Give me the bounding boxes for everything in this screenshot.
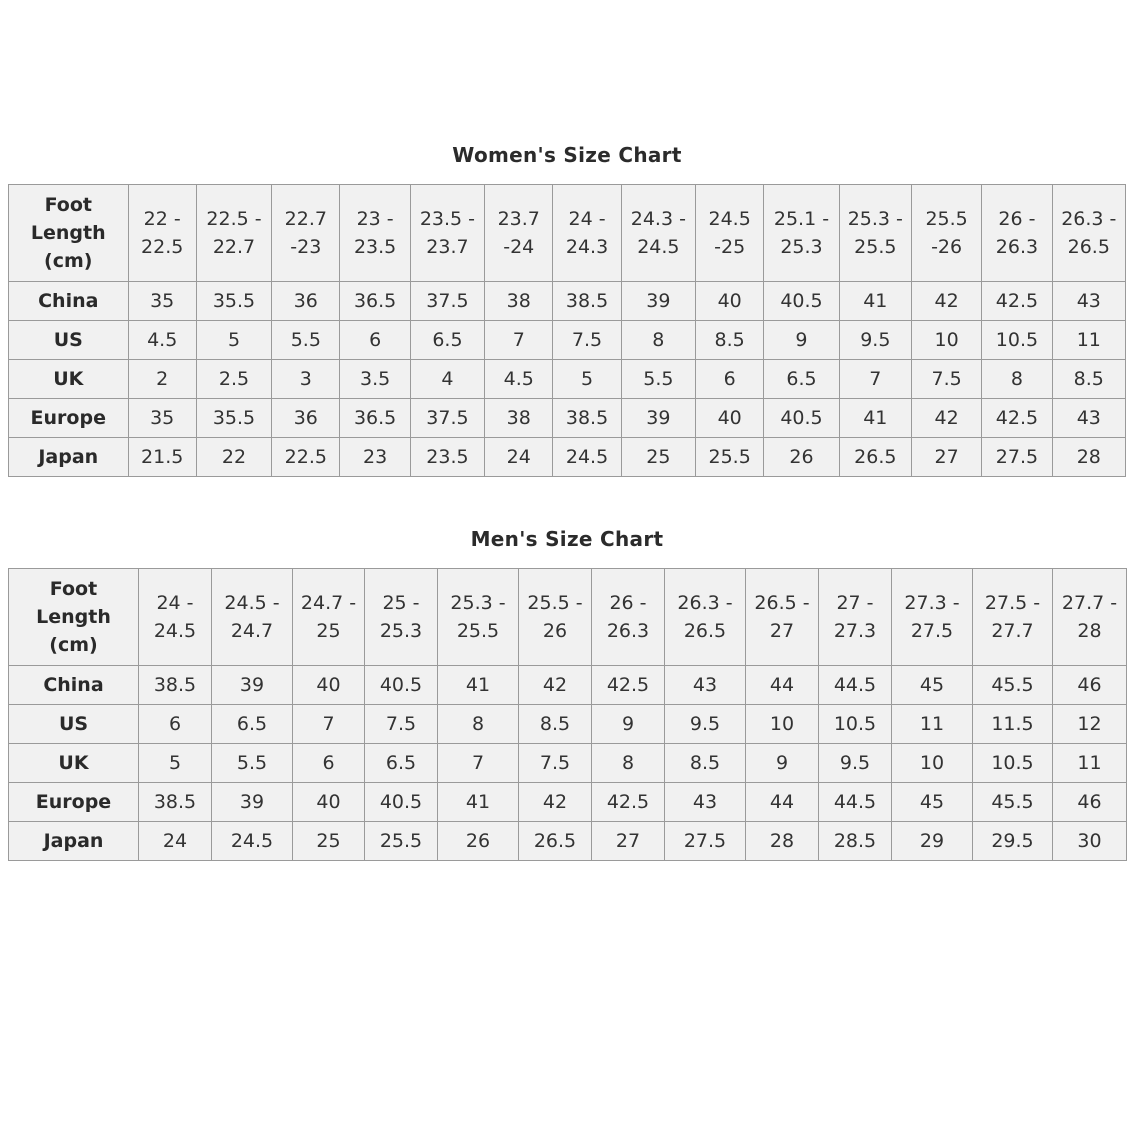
size-cell: 26	[764, 438, 839, 477]
size-cell: 39	[621, 282, 695, 321]
size-cell: 2.5	[196, 360, 271, 399]
size-cell: 39	[212, 783, 293, 822]
size-cell: 40	[293, 666, 365, 705]
foot-length-range-cell: 24 - 24.3	[553, 185, 621, 282]
size-cell: 28	[746, 822, 819, 861]
region-label: Europe	[9, 783, 139, 822]
size-cell: 10	[892, 744, 973, 783]
size-cell: 21.5	[128, 438, 196, 477]
size-cell: 3.5	[340, 360, 410, 399]
table-row-uk	[9, 744, 1127, 783]
size-cell: 4.5	[485, 360, 553, 399]
size-cell: 4.5	[128, 321, 196, 360]
size-cell: 9	[746, 744, 819, 783]
foot-length-range-cell: 25.3 - 25.5	[839, 185, 911, 282]
header-row	[9, 569, 1127, 666]
size-cell: 42	[911, 399, 981, 438]
size-cell: 41	[438, 666, 519, 705]
foot-length-range-cell: 23 - 23.5	[340, 185, 410, 282]
foot-length-range-cell: 24.3 - 24.5	[621, 185, 695, 282]
size-cell: 6.5	[212, 705, 293, 744]
size-cell: 24	[139, 822, 212, 861]
size-cell: 12	[1053, 705, 1127, 744]
foot-length-range-cell: 24.5 -25	[696, 185, 764, 282]
size-cell: 6.5	[365, 744, 438, 783]
region-label: US	[9, 705, 139, 744]
size-cell: 36	[272, 399, 340, 438]
foot-length-range-cell: 26.5 - 27	[746, 569, 819, 666]
foot-length-range-cell: 23.7 -24	[485, 185, 553, 282]
size-cell: 40.5	[764, 282, 839, 321]
table-row-china	[9, 282, 1126, 321]
foot-length-range-cell: 25.1 - 25.3	[764, 185, 839, 282]
size-cell: 40	[293, 783, 365, 822]
foot-length-range-cell: 27.3 - 27.5	[892, 569, 973, 666]
size-cell: 7	[293, 705, 365, 744]
size-cell: 40.5	[365, 666, 438, 705]
size-cell: 41	[839, 399, 911, 438]
size-cell: 37.5	[410, 282, 484, 321]
size-cell: 24.5	[553, 438, 621, 477]
foot-length-range-cell: 24.5 - 24.7	[212, 569, 293, 666]
size-cell: 38.5	[139, 783, 212, 822]
table-row-uk	[9, 360, 1126, 399]
size-cell: 43	[665, 666, 746, 705]
foot-length-range-cell: 26.3 - 26.5	[1052, 185, 1125, 282]
foot-length-range-cell: 27 - 27.3	[819, 569, 892, 666]
size-cell: 5.5	[212, 744, 293, 783]
size-cell: 28.5	[819, 822, 892, 861]
size-cell: 41	[438, 783, 519, 822]
size-cell: 26.5	[839, 438, 911, 477]
foot-length-range-cell: 27.5 - 27.7	[973, 569, 1053, 666]
size-cell: 10	[911, 321, 981, 360]
size-cell: 43	[1052, 282, 1125, 321]
size-cell: 42.5	[592, 783, 665, 822]
size-cell: 39	[212, 666, 293, 705]
size-cell: 7.5	[911, 360, 981, 399]
size-cell: 42	[911, 282, 981, 321]
foot-length-range-cell: 25.5 - 26	[519, 569, 592, 666]
foot-length-range-cell: 26 - 26.3	[592, 569, 665, 666]
size-cell: 6.5	[764, 360, 839, 399]
size-cell: 27.5	[982, 438, 1052, 477]
size-cell: 41	[839, 282, 911, 321]
size-cell: 8	[621, 321, 695, 360]
size-cell: 7.5	[519, 744, 592, 783]
region-label: Japan	[9, 438, 129, 477]
size-cell: 37.5	[410, 399, 484, 438]
foot-length-range-cell: 24 - 24.5	[139, 569, 212, 666]
foot-length-range-cell: 24.7 - 25	[293, 569, 365, 666]
size-cell: 11.5	[973, 705, 1053, 744]
region-label: US	[9, 321, 129, 360]
size-cell: 8.5	[696, 321, 764, 360]
size-cell: 45	[892, 666, 973, 705]
size-cell: 29.5	[973, 822, 1053, 861]
region-label: Japan	[9, 822, 139, 861]
size-cell: 29	[892, 822, 973, 861]
size-cell: 10	[746, 705, 819, 744]
size-cell: 35	[128, 399, 196, 438]
size-cell: 38	[485, 282, 553, 321]
size-cell: 6.5	[410, 321, 484, 360]
size-cell: 42.5	[982, 282, 1052, 321]
size-cell: 36.5	[340, 399, 410, 438]
size-cell: 10.5	[973, 744, 1053, 783]
size-cell: 36	[272, 282, 340, 321]
size-cell: 11	[892, 705, 973, 744]
size-cell: 23	[340, 438, 410, 477]
size-cell: 45.5	[973, 666, 1053, 705]
size-cell: 35.5	[196, 282, 271, 321]
size-cell: 10.5	[982, 321, 1052, 360]
size-cell: 27	[911, 438, 981, 477]
size-cell: 7	[839, 360, 911, 399]
foot-length-range-cell: 25.3 - 25.5	[438, 569, 519, 666]
size-cell: 35.5	[196, 399, 271, 438]
size-cell: 46	[1053, 783, 1127, 822]
size-cell: 6	[293, 744, 365, 783]
size-cell: 38.5	[139, 666, 212, 705]
table-row-europe	[9, 399, 1126, 438]
size-cell: 10.5	[819, 705, 892, 744]
size-cell: 43	[1052, 399, 1125, 438]
size-cell: 9.5	[665, 705, 746, 744]
size-cell: 25.5	[696, 438, 764, 477]
region-label: Europe	[9, 399, 129, 438]
size-cell: 45	[892, 783, 973, 822]
size-cell: 26.5	[519, 822, 592, 861]
size-cell: 26	[438, 822, 519, 861]
foot-length-range-cell: 25 - 25.3	[365, 569, 438, 666]
size-cell: 5	[139, 744, 212, 783]
size-cell: 22.5	[272, 438, 340, 477]
size-cell: 36.5	[340, 282, 410, 321]
foot-length-range-cell: 27.7 - 28	[1053, 569, 1127, 666]
table-row-us	[9, 705, 1127, 744]
size-cell: 38.5	[553, 399, 621, 438]
size-cell: 25.5	[365, 822, 438, 861]
size-cell: 6	[340, 321, 410, 360]
size-cell: 42	[519, 666, 592, 705]
foot-length-range-cell: 22.5 - 22.7	[196, 185, 271, 282]
foot-length-range-cell: 25.5 -26	[911, 185, 981, 282]
region-label: China	[9, 282, 129, 321]
size-cell: 8	[592, 744, 665, 783]
size-cell: 38.5	[553, 282, 621, 321]
womens-chart-title: Women's Size Chart	[452, 143, 682, 167]
size-cell: 43	[665, 783, 746, 822]
size-cell: 39	[621, 399, 695, 438]
foot-length-range-cell: 26 - 26.3	[982, 185, 1052, 282]
foot-length-header: Foot Length (cm)	[9, 185, 129, 282]
size-cell: 8	[438, 705, 519, 744]
size-cell: 25	[293, 822, 365, 861]
size-cell: 4	[410, 360, 484, 399]
size-cell: 38	[485, 399, 553, 438]
size-cell: 9	[764, 321, 839, 360]
region-label: China	[9, 666, 139, 705]
size-cell: 42	[519, 783, 592, 822]
size-cell: 7	[438, 744, 519, 783]
size-cell: 46	[1053, 666, 1127, 705]
size-cell: 45.5	[973, 783, 1053, 822]
size-cell: 27	[592, 822, 665, 861]
foot-length-range-cell: 26.3 - 26.5	[665, 569, 746, 666]
foot-length-range-cell: 22.7 -23	[272, 185, 340, 282]
womens-size-table	[8, 184, 1126, 477]
foot-length-header: Foot Length (cm)	[9, 569, 139, 666]
size-cell: 44.5	[819, 783, 892, 822]
size-cell: 42.5	[592, 666, 665, 705]
size-cell: 35	[128, 282, 196, 321]
size-cell: 5.5	[621, 360, 695, 399]
size-cell: 30	[1053, 822, 1127, 861]
size-cell: 28	[1052, 438, 1125, 477]
mens-size-table	[8, 568, 1127, 861]
size-cell: 6	[696, 360, 764, 399]
size-cell: 40	[696, 399, 764, 438]
size-cell: 25	[621, 438, 695, 477]
size-cell: 9.5	[839, 321, 911, 360]
foot-length-range-cell: 22 - 22.5	[128, 185, 196, 282]
table-row-us	[9, 321, 1126, 360]
region-label: UK	[9, 360, 129, 399]
region-label: UK	[9, 744, 139, 783]
size-cell: 40.5	[764, 399, 839, 438]
size-cell: 6	[139, 705, 212, 744]
size-cell: 11	[1052, 321, 1125, 360]
size-cell: 27.5	[665, 822, 746, 861]
size-cell: 8.5	[665, 744, 746, 783]
size-cell: 11	[1053, 744, 1127, 783]
foot-length-range-cell: 23.5 - 23.7	[410, 185, 484, 282]
size-cell: 8.5	[519, 705, 592, 744]
size-cell: 5	[196, 321, 271, 360]
size-cell: 2	[128, 360, 196, 399]
size-cell: 42.5	[982, 399, 1052, 438]
size-cell: 23.5	[410, 438, 484, 477]
size-cell: 8.5	[1052, 360, 1125, 399]
size-cell: 7.5	[553, 321, 621, 360]
size-cell: 3	[272, 360, 340, 399]
size-cell: 22	[196, 438, 271, 477]
size-cell: 9	[592, 705, 665, 744]
size-cell: 5	[553, 360, 621, 399]
table-row-china	[9, 666, 1127, 705]
size-cell: 24	[485, 438, 553, 477]
table-row-europe	[9, 783, 1127, 822]
size-cell: 9.5	[819, 744, 892, 783]
size-cell: 40.5	[365, 783, 438, 822]
size-cell: 7.5	[365, 705, 438, 744]
size-cell: 8	[982, 360, 1052, 399]
size-cell: 5.5	[272, 321, 340, 360]
size-cell: 40	[696, 282, 764, 321]
size-cell: 7	[485, 321, 553, 360]
size-cell: 44	[746, 783, 819, 822]
size-cell: 24.5	[212, 822, 293, 861]
table-row-japan	[9, 438, 1126, 477]
mens-chart-title: Men's Size Chart	[470, 527, 664, 551]
table-row-japan	[9, 822, 1127, 861]
size-cell: 44	[746, 666, 819, 705]
header-row	[9, 185, 1126, 282]
size-cell: 44.5	[819, 666, 892, 705]
